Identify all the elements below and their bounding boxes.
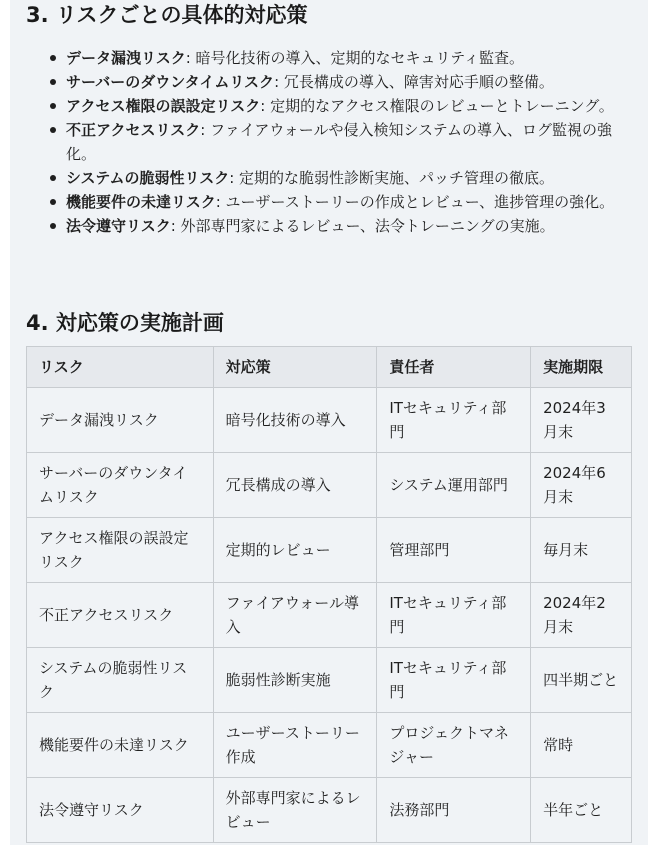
implementation-plan-table <box>26 346 632 843</box>
cell-owner: システム運用部門 <box>377 453 531 518</box>
risk-term: 機能要件の未達リスク <box>66 193 216 211</box>
risk-term: 法令遵守リスク <box>66 217 171 235</box>
cell-deadline: 2024年6月末 <box>531 453 632 518</box>
cell-deadline: 毎月末 <box>531 518 632 583</box>
cell-deadline: 四半期ごと <box>531 648 632 713</box>
cell-risk: サーバーのダウンタイムリスク <box>27 453 214 518</box>
risk-term: データ漏洩リスク <box>66 49 186 67</box>
risk-term: システムの脆弱性リスク <box>66 169 230 187</box>
cell-owner: ITセキュリティ部門 <box>377 648 531 713</box>
list-item <box>66 70 626 94</box>
cell-measure: 脆弱性診断実施 <box>213 648 377 713</box>
section-heading-risk-measures: 3. リスクごとの具体的対応策 <box>26 3 308 27</box>
document-panel <box>10 0 648 845</box>
cell-owner: 管理部門 <box>377 518 531 583</box>
cell-risk: 法令遵守リスク <box>27 778 214 843</box>
risk-description: : 冗長構成の導入、障害対応手順の整備。 <box>274 73 554 91</box>
table-row <box>27 518 632 583</box>
cell-measure: ユーザーストーリー作成 <box>213 713 377 778</box>
risk-description: : 定期的な脆弱性診断実施、パッチ管理の徹底。 <box>229 169 555 187</box>
cell-risk: データ漏洩リスク <box>27 388 214 453</box>
cell-deadline: 半年ごと <box>531 778 632 843</box>
list-item <box>66 118 626 166</box>
cell-deadline: 常時 <box>531 713 632 778</box>
risk-description: : 暗号化技術の導入、定期的なセキュリティ監査。 <box>185 49 525 67</box>
cell-owner: ITセキュリティ部門 <box>377 388 531 453</box>
list-item <box>66 94 626 118</box>
risk-measure-list <box>26 46 626 238</box>
column-header-deadline: 実施期限 <box>531 347 632 388</box>
table-row <box>27 778 632 843</box>
risk-term: アクセス権限の誤設定リスク <box>66 97 261 115</box>
list-item <box>66 46 626 70</box>
cell-owner: プロジェクトマネジャー <box>377 713 531 778</box>
cell-deadline: 2024年2月末 <box>531 583 632 648</box>
list-item <box>66 214 626 238</box>
risk-description: : ファイアウォールや侵入検知システムの導入、ログ監視の強化。 <box>66 121 612 163</box>
cell-risk: アクセス権限の誤設定リスク <box>27 518 214 583</box>
cell-measure: 外部専門家によるレビュー <box>213 778 377 843</box>
cell-risk: システムの脆弱性リスク <box>27 648 214 713</box>
risk-term: サーバーのダウンタイムリスク <box>66 73 275 91</box>
column-header-measure: 対応策 <box>213 347 377 388</box>
column-header-owner: 責任者 <box>377 347 531 388</box>
table-row <box>27 648 632 713</box>
cell-measure: ファイアウォール導入 <box>213 583 377 648</box>
list-item <box>66 190 626 214</box>
risk-description: : ユーザーストーリーの作成とレビュー、進捗管理の強化。 <box>215 193 615 211</box>
table-row <box>27 453 632 518</box>
cell-deadline: 2024年3月末 <box>531 388 632 453</box>
risk-term: 不正アクセスリスク <box>66 121 201 139</box>
risk-description: : 定期的なアクセス権限のレビューとトレーニング。 <box>260 97 614 115</box>
table-row <box>27 583 632 648</box>
section-heading-implementation-plan: 4. 対応策の実施計画 <box>26 311 224 335</box>
table-row <box>27 388 632 453</box>
cell-measure: 冗長構成の導入 <box>213 453 377 518</box>
risk-description: : 外部専門家によるレビュー、法令トレーニングの実施。 <box>170 217 555 235</box>
cell-risk: 機能要件の未達リスク <box>27 713 214 778</box>
cell-measure: 暗号化技術の導入 <box>213 388 377 453</box>
table-header-row <box>27 347 632 388</box>
cell-risk: 不正アクセスリスク <box>27 583 214 648</box>
table-row <box>27 713 632 778</box>
cell-owner: ITセキュリティ部門 <box>377 583 531 648</box>
cell-owner: 法務部門 <box>377 778 531 843</box>
list-item <box>66 166 626 190</box>
cell-measure: 定期的レビュー <box>213 518 377 583</box>
column-header-risk: リスク <box>27 347 214 388</box>
